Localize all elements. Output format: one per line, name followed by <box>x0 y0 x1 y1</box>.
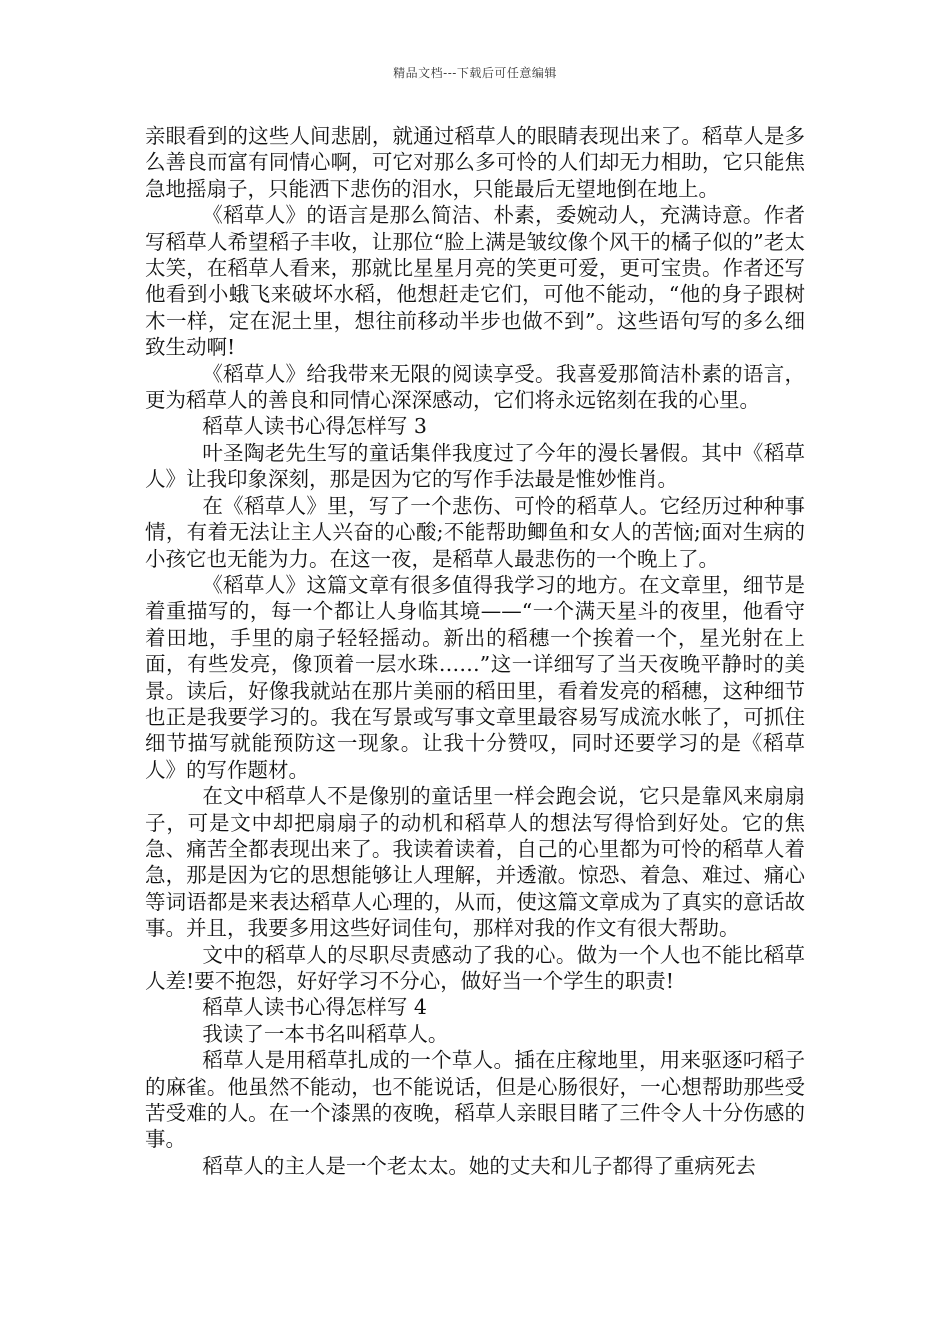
paragraph: 我读了一本书名叫稻草人。 <box>202 1021 449 1046</box>
paragraph: 在《稻草人》里，写了一个悲伤、可怜的稻草人。它经历过种种事情，有着无法让主人兴奋的心酸;不能帮助鲫鱼和女人的苦恼;面对生病的小孩它也无能为力。在这一夜，是稻草人最悲伤的一个晚上了。 <box>145 493 805 571</box>
section-heading: 稻草人读书心得怎样写 4 <box>202 995 427 1020</box>
paragraph: 《稻草人》给我带来无限的阅读享受。我喜爱那简洁朴素的语言，更为稻草人的善良和同情心深深感动，它们将永远铭刻在我的心里。 <box>145 361 805 413</box>
paragraph: 稻草人是用稻草扎成的一个草人。插在庄稼地里，用来驱逐叼稻子的麻雀。他虽然不能动，也不能说话，但是心肠很好，一心想帮助那些受苦受难的人。在一个漆黑的夜晚，稻草人亲眼目睹了三件令人十分伤感的事。 <box>145 1048 805 1152</box>
paragraph: 在文中稻草人不是像别的童话里一样会跑会说，它只是靠风来扇扇子，可是文中却把扇扇子的动机和稻草人的想法写得恰到好处。它的焦急、痛苦全都表现出来了。我读着读着，自己的心里都为可怜的稻草人着急，那是因为它的思想能够让人理解，并透澈。惊恐、着急、难过、痛心等词语都是来表达稻草人心理的，从而，使这篇文章成为了真实的意话故事。并且，我要多用这些好词佳句，那样对我的作文有很大帮助。 <box>145 784 805 941</box>
article-body <box>145 123 805 1179</box>
paragraph: 《稻草人》的语言是那么简洁、朴素，委婉动人，充满诗意。作者写稻草人希望稻子丰收，让那位“脸上满是皱纹像个风干的橘子似的”老太太笑，在稻草人看来，那就比星星月亮的笑更可爱，更可宝贵。作者还写他看到小蛾飞来破坏水稻，他想赶走它们，可他不能动，“他的身子跟树木一样，定在泥土里，想往前移动半步也做不到”。这些语句写的多么细致生动啊! <box>145 203 805 360</box>
paragraph: 文中的稻草人的尽职尽责感动了我的心。做为一个人也不能比稻草人差!要不抱怨，好好学习不分心，做好当一个学生的职责! <box>145 942 805 993</box>
paragraph: 叶圣陶老先生写的童话集伴我度过了今年的漫长暑假。其中《稻草人》让我印象深刻，那是因为它的写作手法最是惟妙惟肖。 <box>145 440 805 492</box>
paragraph: 稻草人的主人是一个老太太。她的丈夫和儿子都得了重病死去 <box>202 1153 756 1178</box>
page-header: 精品文档---下载后可任意编辑 <box>393 66 557 80</box>
paragraph: 亲眼看到的这些人间悲剧，就通过稻草人的眼睛表现出来了。稻草人是多么善良而富有同情心啊，可它对那么多可怜的人们却无力相助，它只能焦急地摇扇子，只能洒下悲伤的泪水，只能最后无望地倒在地上。 <box>145 124 805 201</box>
paragraph: 《稻草人》这篇文章有很多值得我学习的地方。在文章里，细节是着重描写的，每一个都让人身临其境——“一个满天星斗的夜里，他看守着田地，手里的扇子轻轻摇动。新出的稻穗一个挨着一个，星光射在上面，有些发亮，像顶着一层水珠……”这一详细写了当天夜晚平静时的美景。读后，好像我就站在那片美丽的稻田里，看着发亮的稻穗，这种细节也正是我要学习的。我在写景或写事文章里最容易写成流水帐了，可抓住细节描写就能预防这一现象。让我十分赞叹，同时还要学习的是《稻草人》的写作题材。 <box>145 572 805 782</box>
section-heading: 稻草人读书心得怎样写 3 <box>202 414 427 439</box>
